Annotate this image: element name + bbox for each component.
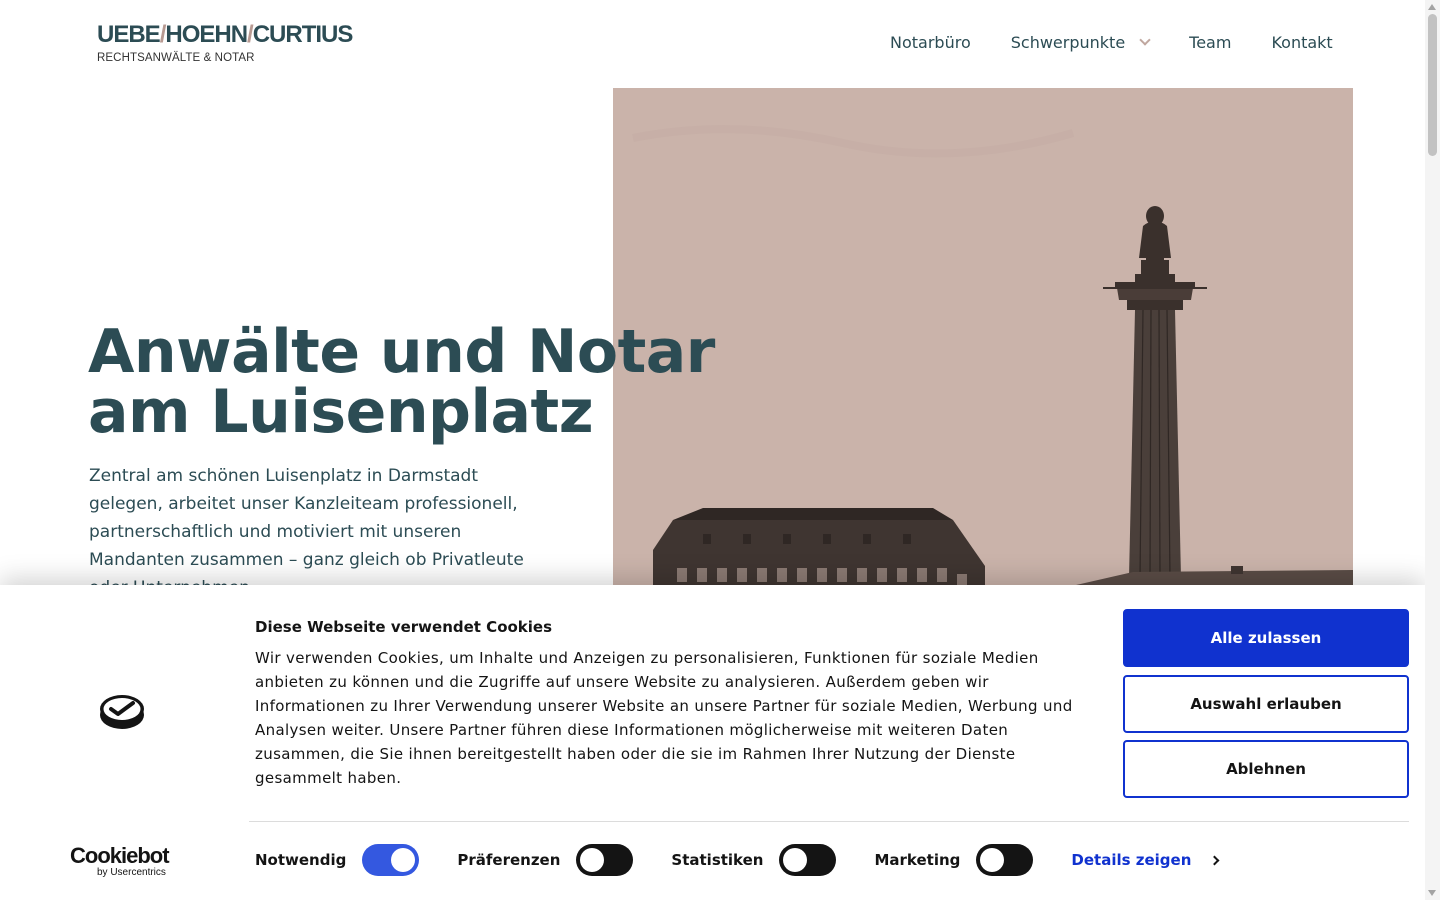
nav-item-label: Team xyxy=(1189,33,1232,52)
toggle-knob xyxy=(783,848,807,872)
logo-subtitle: RECHTSANWÄLTE & NOTAR xyxy=(97,52,255,64)
toggle-group-marketing xyxy=(874,844,1033,876)
main-navigation xyxy=(890,33,1333,52)
hero-title-line-2: am Luisenplatz xyxy=(88,377,594,447)
show-details-link[interactable] xyxy=(1071,851,1218,869)
cookie-banner-divider xyxy=(249,821,1409,822)
hero-title-line-1: Anwälte und Notar xyxy=(88,317,715,387)
toggle-statistics[interactable] xyxy=(779,844,836,876)
scrollbar-thumb[interactable] xyxy=(1428,14,1437,156)
toggle-label-statistics: Statistiken xyxy=(671,851,764,869)
allow-selection-button[interactable]: Auswahl erlauben xyxy=(1123,675,1409,733)
toggle-group-necessary xyxy=(255,844,419,876)
toggle-label-necessary: Notwendig xyxy=(255,851,347,869)
nav-item-team[interactable] xyxy=(1189,33,1231,52)
cookie-check-icon xyxy=(98,693,146,735)
toggle-necessary[interactable] xyxy=(362,844,419,876)
hero-intro-text: Zentral am schönen Luisenplatz in Darmstadt gelegen, arbeitet unser Kanzleiteam professionell, partnerschaftlich und motiviert mit unseren Mandanten zusammen – ganz gleich ob Privatleute xyxy=(89,466,524,570)
nav-item-label: Kontakt xyxy=(1271,33,1333,52)
nav-item-label: Notarbüro xyxy=(890,33,971,52)
toggle-marketing[interactable] xyxy=(976,844,1033,876)
toggle-group-preferences xyxy=(457,844,633,876)
allow-all-button[interactable]: Alle zulassen xyxy=(1123,609,1409,667)
nav-item-label: Schwerpunkte xyxy=(1010,33,1126,52)
cookie-banner-text: Wir verwenden Cookies, um Inhalte und Anzeigen zu personalisieren, Funktionen für soziale Medien anbieten zu können und die Zugriffe auf unsere Website zu analysieren. Außerdem geben wir Informationen zu Ihrer Verwendung unserer Website an unsere Partner für soziale Medien, Werbung und Analysen weiter. Unsere Partner führen diese Informationen möglicherweise mit weiteren Daten zusammen, die Sie ihnen bereitgestellt haben oder die sie im Rahmen Ihrer Nutzung der Dienste gesammelt haben. xyxy=(255,649,1073,787)
deny-button[interactable]: Ablehnen xyxy=(1123,740,1409,798)
toggle-label-preferences: Präferenzen xyxy=(457,851,561,869)
cookiebot-logo[interactable] xyxy=(70,845,169,879)
cookiebot-brand-sub: by Usercentrics xyxy=(97,867,166,878)
scroll-up-arrow-icon[interactable] xyxy=(1428,4,1436,10)
show-details-label: Details zeigen xyxy=(1071,851,1192,869)
cookiebot-brand-name: Cookiebot xyxy=(70,843,169,868)
nav-item-schwerpunkte[interactable] xyxy=(1011,33,1149,52)
nav-item-kontakt[interactable] xyxy=(1271,33,1332,52)
cookie-consent-banner xyxy=(0,585,1425,900)
page-scrollbar[interactable] xyxy=(1425,0,1440,900)
cookie-banner-title: Diese Webseite verwendet Cookies xyxy=(255,618,553,636)
cookie-category-toggles xyxy=(255,844,1218,876)
hero-image-luisenplatz xyxy=(613,88,1353,608)
chevron-down-icon xyxy=(1139,34,1150,45)
hero-title xyxy=(88,317,715,447)
logo-wordmark: UEBE/HOEHN/CURTIUS xyxy=(97,21,353,48)
toggle-preferences[interactable] xyxy=(576,844,633,876)
chevron-right-icon xyxy=(1210,855,1220,865)
toggle-knob xyxy=(580,848,604,872)
site-logo[interactable] xyxy=(97,22,352,64)
toggle-label-marketing: Marketing xyxy=(874,851,961,869)
toggle-group-statistics xyxy=(671,844,836,876)
nav-item-notarbuero[interactable] xyxy=(890,33,971,52)
scroll-down-arrow-icon[interactable] xyxy=(1428,890,1436,896)
toggle-knob xyxy=(391,848,415,872)
toggle-knob xyxy=(980,848,1004,872)
